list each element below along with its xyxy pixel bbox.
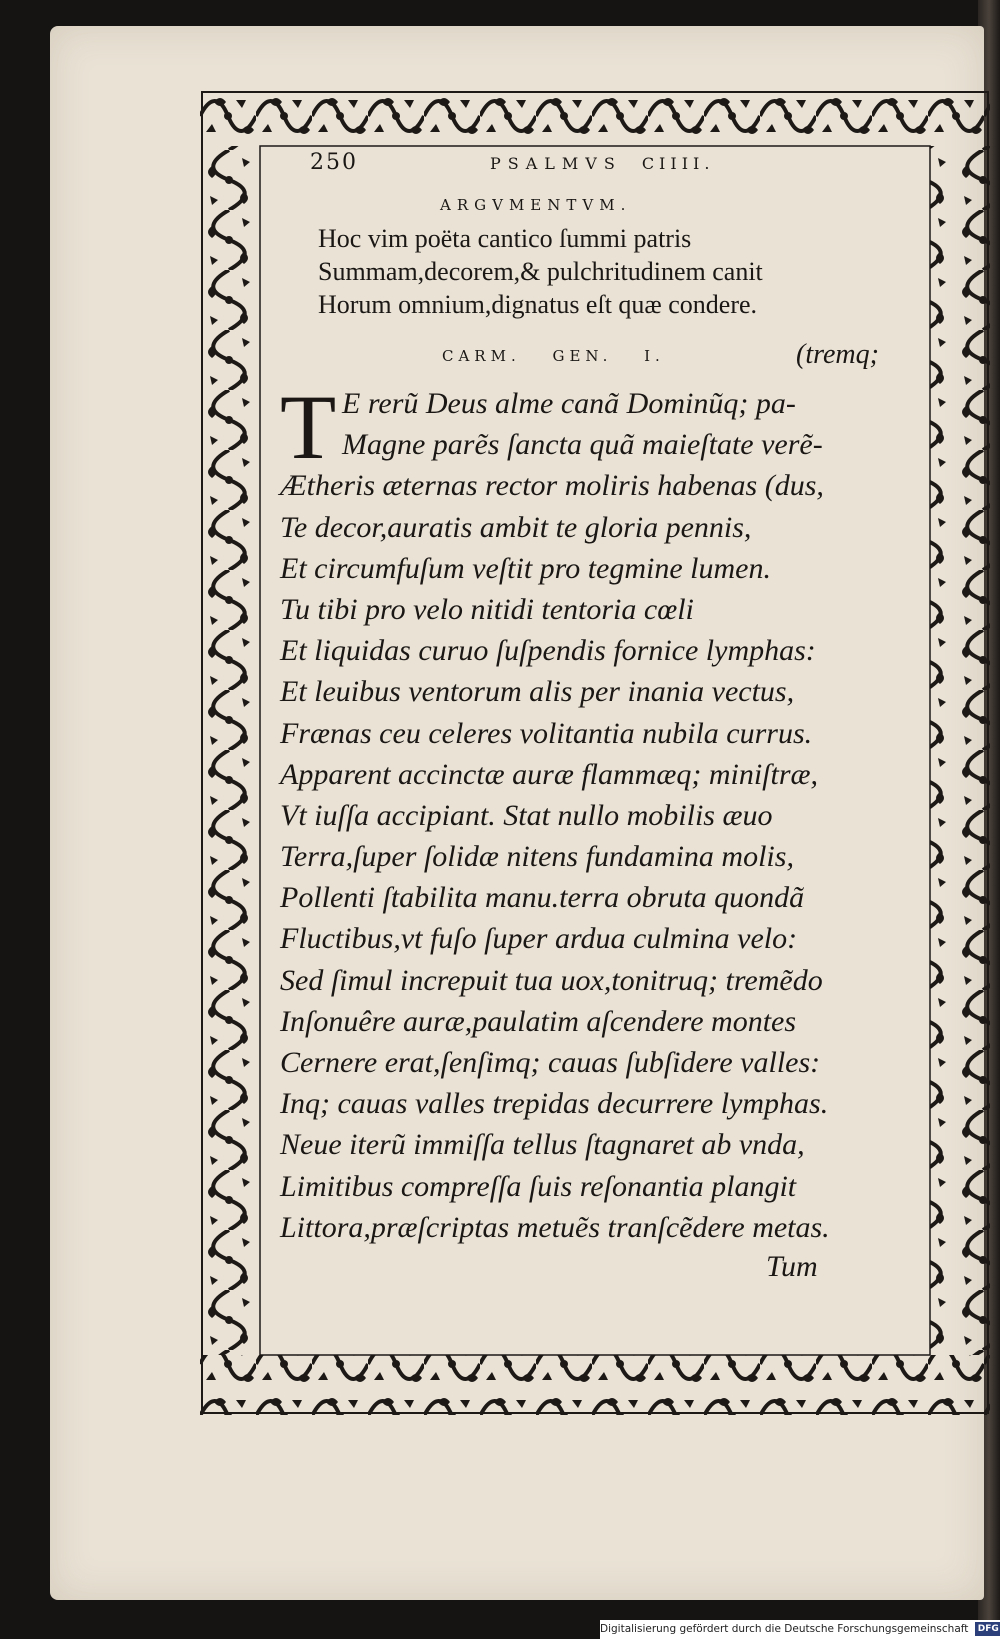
argument-text [318, 222, 920, 321]
poem-line: Et leuibus ventorum alis per inania vectus, [280, 675, 795, 709]
poem-line: Inſonuêre auræ,paulatim aſcendere montes [280, 1004, 797, 1038]
text-block [260, 150, 920, 1284]
argument-heading: ARGVMENTVM. [440, 196, 632, 214]
argument-line: Hoc vim poëta cantico ſummi patris [318, 224, 692, 253]
border-top [200, 90, 990, 146]
poem-line: Fluctibus,vt fuſo ſuper ardua culmina velo: [280, 922, 798, 956]
digitization-footer [600, 1620, 1000, 1639]
poem-line: Magne parẽs ſancta quã maieſtate verẽ- [342, 428, 823, 462]
poem-line: Pollenti ſtabilita manu.terra obruta quondã [280, 881, 805, 915]
border-bottom [200, 1355, 990, 1415]
page-number: 250 [310, 150, 358, 175]
poem-line: Et liquidas curuo ſuſpendis fornice lymphas: [280, 634, 816, 668]
argument-line: Summam,decorem,& pulchritudinem canit [318, 257, 763, 286]
carryover-word: (tremq; [796, 339, 879, 370]
poem-line: Cernere erat,ſenſimq; cauas ſubſidere valles: [280, 1046, 821, 1079]
border-right [930, 146, 990, 1355]
poem-line: Neue iterũ immiſſa tellus ſtagnaret ab vnda, [280, 1128, 805, 1162]
poem-line: Sed ſimul increpuit tua uox,tonitruq; tremẽdo [280, 963, 823, 997]
psalm-number: CIIII. [641, 154, 715, 173]
poem-line: Littora,præſcriptas metuẽs tranſcẽdere metas. [280, 1210, 830, 1244]
poem-line: Inq; cauas valles trepidas decurrere lymphas. [280, 1087, 829, 1121]
poem-line: Terra,ſuper ſolidæ nitens fundamina molis, [280, 840, 794, 874]
poem-line: E rerũ Deus alme canã Dominũq; pa- [342, 387, 796, 420]
drop-capital: T [280, 376, 337, 478]
border-left [200, 146, 260, 1355]
poem-line: Limitibus compreſſa ſuis reſonantia plangit [280, 1169, 797, 1203]
poem-line: Frænas ceu celeres volitantia nubila currus. [280, 716, 813, 750]
carmen-heading: CARM. GEN. I. [442, 347, 665, 365]
running-title: PSALMVS [490, 154, 622, 173]
poem-line: Vt iuſſa accipiant. Stat nullo mobilis æuo [280, 798, 773, 832]
catchword: Tum [766, 1249, 818, 1283]
argument-line: Horum omnium,dignatus eſt quæ condere. [318, 290, 758, 319]
poem-line: Apparent accinctæ auræ flammæq; miniſtræ, [280, 757, 819, 791]
poem-line: Te decor,auratis ambit te gloria pennis, [280, 510, 752, 544]
poem-line: Tu tibi pro velo nitidi tentoria cœli [280, 592, 694, 626]
poem-line: Et circumfuſum veſtit pro tegmine lumen. [280, 551, 772, 585]
carmen-heading-row [260, 339, 920, 381]
dfg-badge: DFG [975, 1622, 1000, 1636]
poem [280, 376, 920, 1248]
poem-line: Ætheris æternas rector moliris habenas (dus, [280, 469, 824, 503]
running-head [260, 150, 920, 184]
footer-text: Digitalisierung gefördert durch die Deutsche Forschungsgemeinschaft [600, 1623, 969, 1635]
